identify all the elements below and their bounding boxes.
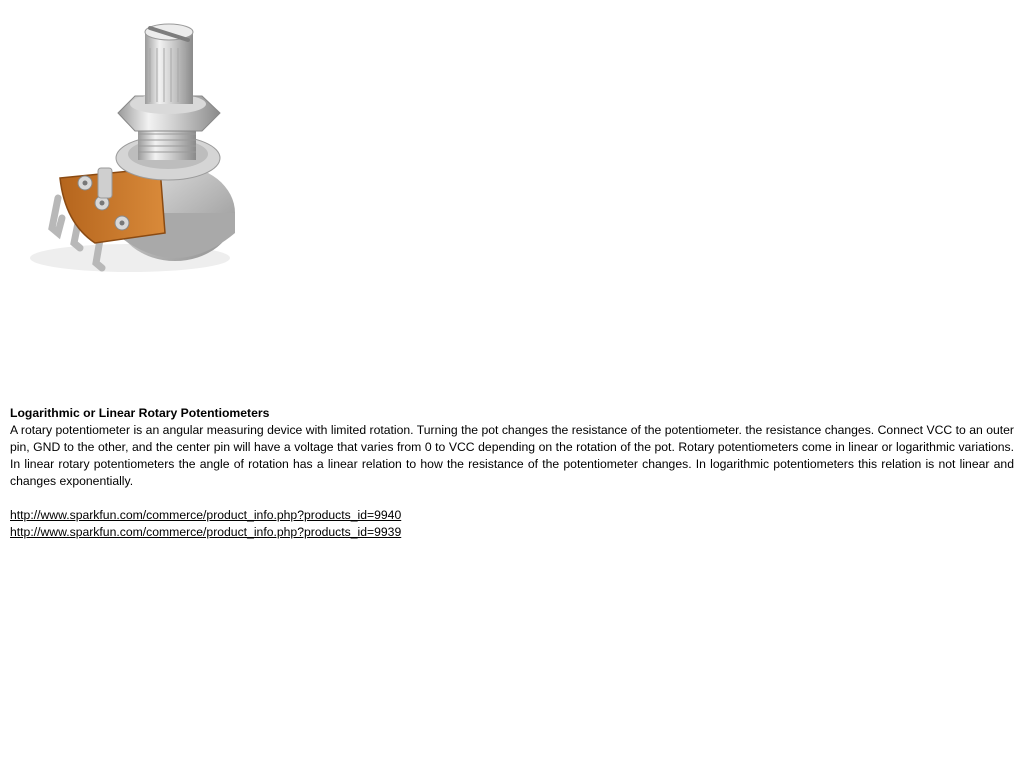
product-link-9940[interactable]: http://www.sparkfun.com/commerce/product_info.php?products_id=9940: [10, 508, 402, 522]
document-description: A rotary potentiometer is an angular measuring device with limited rotation. Turning the pot changes the resistance of the potentiometer. the resistance changes. Connect VCC to an outer pin, GND to the other, and the center pin will have a voltage that varies from 0 to VCC depending on the rotation of the pot. Rotary potentiometers come in linear or logarithmic variations. In linear rotary potentiometers the angle of rotation has a linear relation to how the resistance of the potentiometer changes. In logarithmic potentiometers this relation is not linear and changes exponentially.: [10, 423, 1014, 488]
potentiometer-illustration: [10, 18, 245, 280]
document-content: [10, 405, 1014, 541]
potentiometer-image: [10, 18, 245, 280]
spacer: [10, 490, 1014, 507]
product-link-9939[interactable]: http://www.sparkfun.com/commerce/product_info.php?products_id=9939: [10, 525, 402, 539]
document-title: Logarithmic or Linear Rotary Potentiometers: [10, 406, 270, 420]
